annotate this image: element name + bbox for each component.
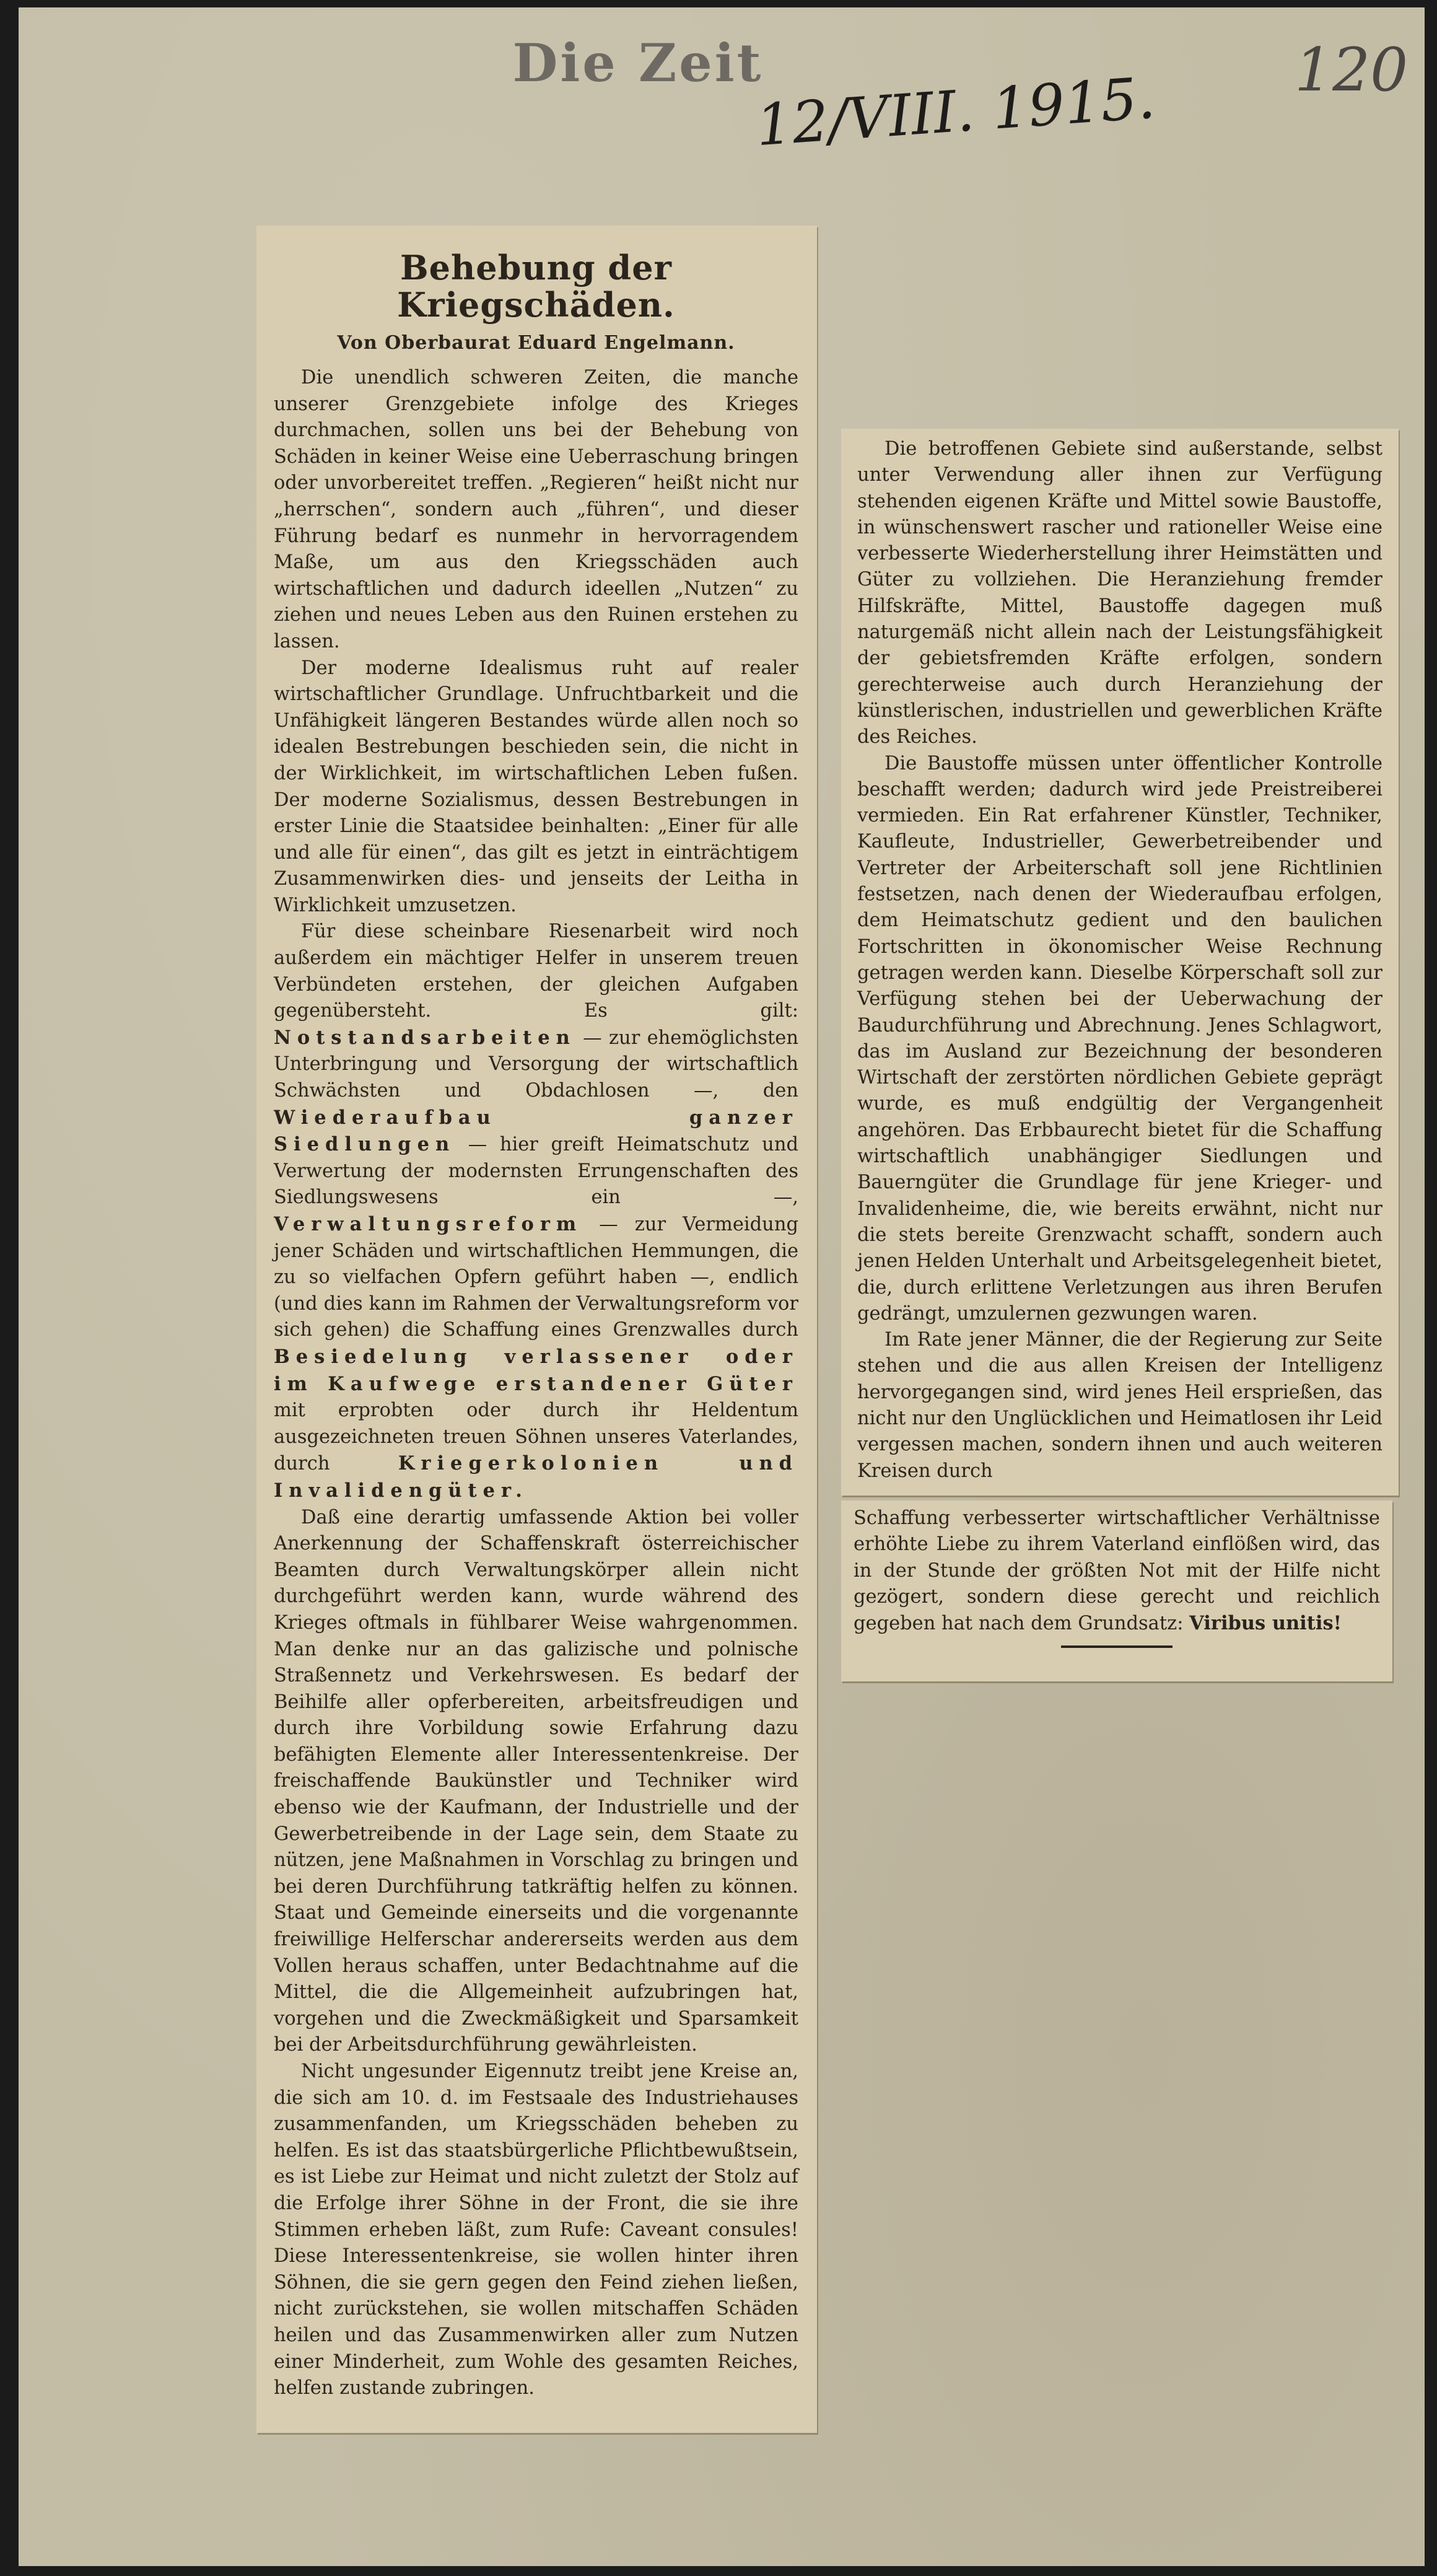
text-run: mit erprobten oder durch ihr Heldentum ausgezeichneten treuen Söhnen unseres Vaterlandes, durch bbox=[274, 1400, 798, 1475]
emphasis-text: Notstandsarbeiten bbox=[274, 1026, 576, 1049]
text-run: — zur Vermeidung jener Schäden und wirtschaftlichen Hemmungen, die zu so vielfachen Opfern geführt haben —, endlich (und dies kann im Rahmen der Verwaltungsreform vor sich gehen) die Schaffung eines Grenzwalles durch bbox=[274, 1214, 798, 1341]
paragraph: Im Rate jener Männer, die der Regierung zur Seite stehen und die aus allen Kreisen der Intelligenz hervorgegangen sind, wird jenes Heil ersprießen, das nicht nur den Unglücklichen und Heimatlosen ihr Leid vergessen machen, sondern ihnen und auch weiteren Kreisen durch bbox=[857, 1329, 1382, 1482]
paragraph: Die Baustoffe müssen unter öffentlicher Kontrolle beschafft werden; dadurch wird jede Preistreiberei vermieden. Ein Rat erfahrener Künstler, Techniker, Kaufleute, Industrieller, Gewerbetreibender und Vertreter der Arbeiterschaft soll jene Richtlinien festsetzen, nach denen der Wiederaufbau erfolgen, dem Heimatschutz gedient und den baulichen Fortschritten in ökonomischer Weise Rechnung getragen werden kann. Dieselbe Körperschaft soll zur Verfügung stehen bei der Ueberwachung der Baudurchführung und Abrechnung. Jenes Schlagwort, das im Ausland zur Bezeichnung der besonderen Wirtschaft der zerstörten nördlichen Gebiete geprägt wurde, es muß endgültig der Vergangenheit angehören. Das Erbbaurecht bietet für die Schaffung wirtschaftlich unabhängiger Siedlungen und Bauerngüter die Grundlage für jene Krieger- und Invalidenheime, die, wie bereits erwähnt, nicht nur die stets bereite Grenzwacht schafft, sondern auch jenen Helden Unterhalt und Arbeitsgelegenheit bietet, die, durch erlittene Verletzungen aus ihren Berufen gedrängt, umzulernen gezwungen waren. bbox=[857, 752, 1382, 1325]
text-run: Für diese scheinbare Riesenarbeit wird noch außerdem ein mächtiger Helfer in unserem treuen Verbündeten erstehen, der gleichen Aufgaben gegenübersteht. Es gilt: bbox=[274, 921, 798, 1022]
emphasis-text: Kriegerkolonien und Invalidengüter. bbox=[274, 1452, 798, 1502]
article-title: Behebung der Kriegschäden. bbox=[397, 248, 675, 325]
paragraph: Die unendlich schweren Zeiten, die manche unserer Grenzgebiete infolge des Krieges durchmachen, sollen uns bei der Behebung von Schäden in keiner Weise eine Ueberraschung bringen oder unvorbereitet treffen. „Regieren“ heißt nicht nur „herrschen“, sondern auch „führen“, und dieser Führung bedarf es nunmehr in hervorragendem Maße, um aus den Kriegsschäden auch wirtschaftlichen und dadurch ideellen „Nutzen“ zu ziehen und neues Leben aus den Ruinen erstehen zu lassen. bbox=[274, 367, 798, 652]
paragraph: Die betroffenen Gebiete sind außerstande, selbst unter Verwendung aller ihnen zur Verfügung stehenden eigenen Kräfte und Mittel sowie Baustoffe, in wünschenswert rascher und rationeller Weise eine verbesserte Wiederherstellung ihrer Heimstätten und Güter zu vollziehen. Die Heranziehung fremder Hilfskräfte, Mittel, Baustoffe dagegen muß naturgemäß nicht allein nach der Leistungsfähigkeit der gebietsfremden Kräfte erfolgen, sondern gerechterweise auch durch Heranziehung der künstlerischen, industriellen und gewerblichen Kräfte des Reiches. bbox=[857, 438, 1382, 748]
paragraph bbox=[274, 919, 798, 1504]
clipping-left-column bbox=[256, 226, 817, 2433]
emphasis-text: Verwaltungsreform bbox=[274, 1213, 583, 1235]
emphasis-text: Wiederaufbau ganzer Siedlungen bbox=[274, 1106, 798, 1156]
motto-text: Viribus unitis! bbox=[1189, 1612, 1342, 1635]
paragraph: Der moderne Idealismus ruht auf realer wirtschaftlicher Grundlage. Unfruchtbarkeit und die Unfähigkeit längeren Bestandes würde allen noch so idealen Bestrebungen beschieden sein, die nicht in der Wirklichkeit, im wirtschaftlichen Leben fußen. Der moderne Sozialismus, dessen Bestrebungen in erster Linie die Staatsidee beinhalten: „Einer für alle und alle für einen“, das gilt es jetzt in einträchtigem Zusammenwirken dies- und jenseits der Leitha in Wirklichkeit umzusetzen. bbox=[274, 657, 798, 916]
clipping-continuation bbox=[841, 1500, 1392, 1681]
paragraph: Daß eine derartig umfassende Aktion bei voller Anerkennung der Schaffenskraft österreichischer Beamten durch Verwaltungskörper allein nicht durchgeführt werden kann, wurde während des Krieges oftmals in fühlbarer Weise wahrgenommen. Man denke nur an das galizische und polnische Straßennetz und Verkehrswesen. Es bedarf der Beihilfe aller opferbereiten, arbeitsfreudigen und durch ihre Vorbildung sowie Erfahrung dazu befähigten Elemente aller Interessentenkreise. Der freischaffende Baukünstler und Techniker wird ebenso wie der Kaufmann, der Industrielle und der Gewerbetreibende in der Lage sein, dem Staate zu nützen, jene Maßnahmen in Vorschlag zu bringen und bei deren Durchführung tatkräftig helfen zu können. Staat und Gemeinde einerseits und die vorgenannte freiwillige Helferschar andererseits werden aus dem Vollen heraus schaffen, unter Bedachtnahme auf die Mittel, die die Allgemeinheit aufzubringen hat, vorgehen und die Zweckmäßigkeit und Sparsamkeit bei der Arbeitsdurchführung gewährleisten. bbox=[274, 1506, 798, 2056]
paragraph: Nicht ungesunder Eigennutz treibt jene Kreise an, die sich am 10. d. im Festsaale des Industriehauses zusammenfanden, um Kriegsschäden beheben zu helfen. Es ist das staatsbürgerliche Pflichtbewußtsein, es ist Liebe zur Heimat und nicht zuletzt der Stolz auf die Erfolge ihrer Söhne in der Front, die sie ihre Stimmen erheben läßt, zum Rufe: Caveant consules! Diese Interessentenkreise, sie wollen hinter ihren Söhnen, die sie gern gegen den Feind ziehen ließen, nicht zurückstehen, sie wollen mitschaffen Schäden heilen und das Zusammenwirken aller zum Nutzen einer Minderheit, zum Wohle des gesamten Reiches, helfen zustande zubringen. bbox=[274, 2061, 798, 2399]
emphasis-text: Besiedelung verlassener oder im Kaufwege erstandener Güter bbox=[274, 1345, 798, 1395]
newspaper-name: Die Zeit bbox=[512, 32, 764, 94]
text-run: — hier greift Heimatschutz und Verwertung der modernsten Errungenschaften des Siedlungswesens ein —, bbox=[274, 1134, 798, 1209]
text-run: — zur ehemöglichsten Unterbringung und Versorgung der wirtschaftlich Schwächsten und Obdachlosen —, den bbox=[274, 1027, 798, 1102]
handwritten-page-number: 120 bbox=[1295, 35, 1409, 105]
text-run: Schaffung verbesserter wirtschaftlicher Verhältnisse erhöhte Liebe zu ihrem Vaterland einflößen wird, das in der Stunde der größten Not mit der Hilfe nicht gezögert, sondern diese gerecht und reichlich gegeben hat nach dem Grundsatz: bbox=[854, 1507, 1380, 1635]
handwritten-date: 12/VIII. 1915. bbox=[754, 64, 1158, 159]
clipping-right-column bbox=[841, 429, 1399, 1496]
archive-sheet bbox=[19, 7, 1425, 2566]
article-byline: Von Oberbaurat Eduard Engelmann. bbox=[337, 332, 735, 354]
paragraph bbox=[854, 1505, 1380, 1637]
end-rule bbox=[1061, 1645, 1173, 1648]
